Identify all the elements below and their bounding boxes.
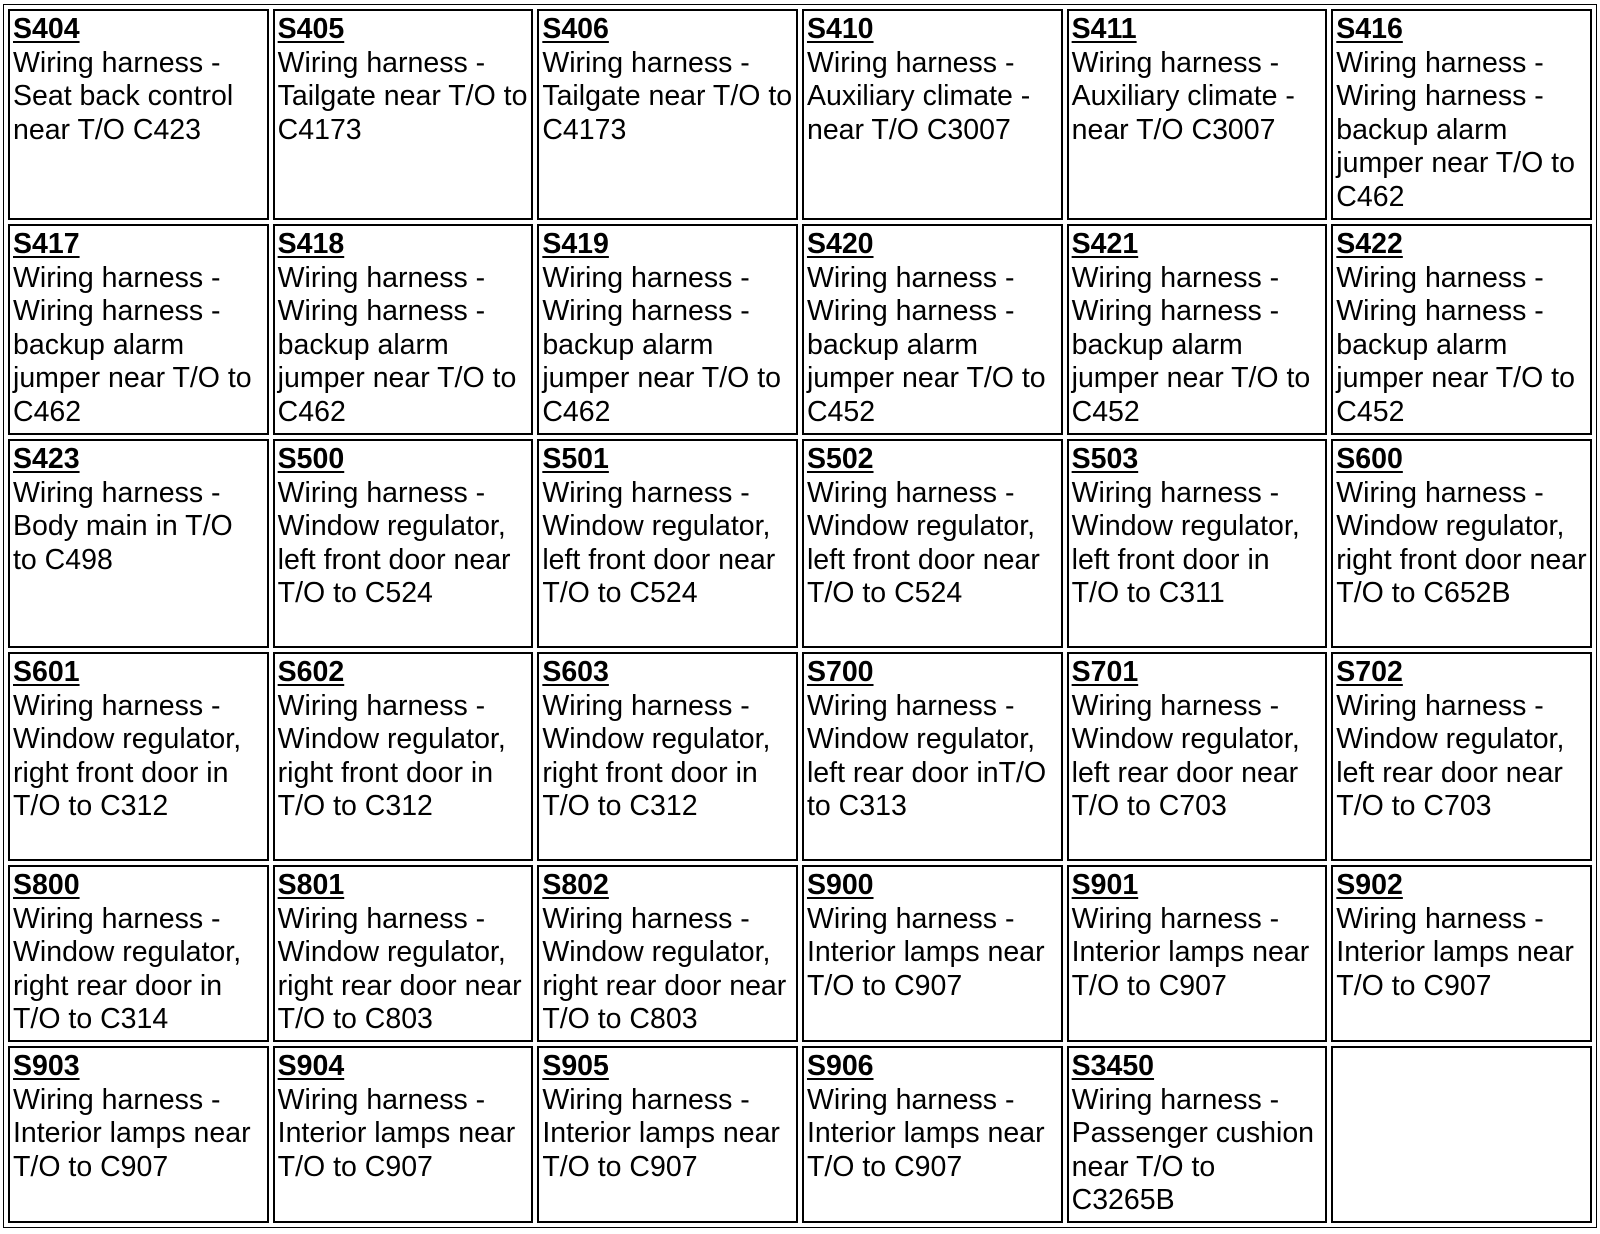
splice-cell	[537, 9, 798, 220]
splice-id: S900	[806, 869, 874, 902]
splice-description: Wiring harness - Wiring harness - backup alarm jumper near T/O to C452	[1071, 261, 1311, 428]
splice-id: S906	[806, 1050, 874, 1083]
splice-cell	[273, 652, 534, 861]
splice-cell	[273, 865, 534, 1042]
splice-cell	[1067, 652, 1328, 861]
splice-id: S410	[806, 13, 874, 45]
splice-id: S701	[1071, 656, 1139, 689]
splice-id: S600	[1336, 443, 1403, 476]
splice-cell	[273, 9, 534, 220]
splice-description: Wiring harness - Auxiliary climate - near T/O C3007	[1071, 46, 1295, 146]
splice-description: Wiring harness - Wiring harness - backup alarm jumper near T/O to C462	[1336, 46, 1575, 213]
splice-id: S416	[1336, 13, 1403, 45]
splice-id: S603	[542, 656, 609, 689]
splice-description: Wiring harness - Window regulator, right rear door in T/O to C314	[13, 902, 242, 1036]
splice-cell	[1067, 1046, 1328, 1223]
splice-cell	[1331, 9, 1592, 220]
splice-cell	[802, 1046, 1063, 1223]
splice-id: S417	[13, 228, 80, 261]
splice-id: S411	[1071, 13, 1137, 45]
splice-description: Wiring harness - Interior lamps near T/O to C907	[806, 1083, 1045, 1183]
splice-cell	[1067, 9, 1328, 220]
splice-cell	[8, 439, 269, 648]
table-row	[8, 652, 1592, 861]
splice-cell	[537, 652, 798, 861]
splice-description: Wiring harness - Interior lamps near T/O to C907	[277, 1083, 516, 1183]
splice-id: S404	[13, 13, 80, 45]
splice-cell	[8, 1046, 269, 1223]
splice-id: S700	[806, 656, 874, 689]
splice-id: S702	[1336, 656, 1403, 689]
splice-description: Wiring harness - Window regulator, right rear door near T/O to C803	[542, 902, 787, 1036]
splice-id: S901	[1071, 869, 1139, 902]
splice-description: Wiring harness - Wiring harness - backup alarm jumper near T/O to C462	[542, 261, 781, 428]
splice-cell	[1331, 439, 1592, 648]
splice-description: Wiring harness - Interior lamps near T/O to C907	[542, 1083, 780, 1183]
splice-description: Wiring harness - Auxiliary climate - near T/O C3007	[806, 46, 1031, 146]
table-row	[8, 1046, 1592, 1223]
empty-cell	[1331, 1046, 1592, 1223]
splice-cell	[537, 439, 798, 648]
splice-description: Wiring harness - Wiring harness - backup alarm jumper near T/O to C452	[1336, 261, 1575, 428]
splice-id: S420	[806, 228, 874, 261]
table-row	[8, 224, 1592, 435]
splice-description: Wiring harness - Interior lamps near T/O to C907	[13, 1083, 251, 1183]
splice-cell	[537, 1046, 798, 1223]
splice-cell	[273, 439, 534, 648]
splice-cell	[8, 652, 269, 861]
splice-cell	[1331, 652, 1592, 861]
splice-description: Wiring harness - Wiring harness - backup alarm jumper near T/O to C452	[806, 261, 1046, 428]
splice-description: Wiring harness - Window regulator, left rear door inT/O to C313	[806, 689, 1047, 823]
splice-description: Wiring harness - Window regulator, right front door in T/O to C312	[542, 689, 771, 823]
splice-id: S500	[277, 443, 345, 476]
splice-id: S902	[1336, 869, 1403, 902]
splice-description: Wiring harness - Window regulator, left front door near T/O to C524	[277, 476, 511, 610]
splice-description: Wiring harness - Passenger cushion near T/O to C3265B	[1071, 1083, 1315, 1217]
table-row	[8, 439, 1592, 648]
splice-id: S502	[806, 443, 874, 476]
splice-cell	[802, 224, 1063, 435]
splice-description: Wiring harness - Window regulator, left front door near T/O to C524	[806, 476, 1040, 610]
splice-description: Wiring harness - Window regulator, left front door in T/O to C311	[1071, 476, 1300, 610]
splice-description: Wiring harness - Wiring harness - backup alarm jumper near T/O to C462	[277, 261, 517, 428]
splice-description: Wiring harness - Window regulator, right rear door near T/O to C803	[277, 902, 522, 1036]
splice-cell	[8, 9, 269, 220]
table-row	[8, 865, 1592, 1042]
splice-cell	[802, 9, 1063, 220]
splice-id: S423	[13, 443, 80, 476]
splice-id: S419	[542, 228, 609, 261]
splice-description: Wiring harness - Interior lamps near T/O to C907	[1071, 902, 1310, 1002]
splice-id: S406	[542, 13, 609, 45]
splice-cell	[273, 1046, 534, 1223]
splice-cell	[1331, 224, 1592, 435]
splice-description: Wiring harness - Wiring harness - backup alarm jumper near T/O to C462	[13, 261, 252, 428]
splice-description: Wiring harness - Window regulator, left front door near T/O to C524	[542, 476, 776, 610]
splice-id: S800	[13, 869, 80, 902]
splice-id: S503	[1071, 443, 1139, 476]
splice-cell	[8, 865, 269, 1042]
splice-cell	[1331, 865, 1592, 1042]
splice-id: S3450	[1071, 1050, 1155, 1083]
splice-description: Wiring harness - Seat back control near T/O C423	[13, 46, 234, 146]
splice-table-frame	[3, 4, 1597, 1228]
splice-id: S501	[542, 443, 609, 476]
splice-description: Wiring harness - Tailgate near T/O to C4173	[542, 46, 793, 146]
splice-id: S801	[277, 869, 345, 902]
splice-id: S421	[1071, 228, 1139, 261]
splice-id: S601	[13, 656, 80, 689]
splice-description: Wiring harness - Window regulator, left rear door near T/O to C703	[1071, 689, 1300, 823]
splice-cell	[1067, 224, 1328, 435]
splice-id: S602	[277, 656, 345, 689]
splice-cell	[537, 224, 798, 435]
splice-description: Wiring harness - Window regulator, left rear door near T/O to C703	[1336, 689, 1565, 823]
splice-locator-table	[4, 5, 1596, 1227]
splice-cell	[802, 439, 1063, 648]
splice-description: Wiring harness - Window regulator, right front door in T/O to C312	[13, 689, 242, 823]
splice-id: S418	[277, 228, 345, 261]
splice-description: Wiring harness - Interior lamps near T/O to C907	[1336, 902, 1574, 1002]
splice-id: S422	[1336, 228, 1403, 261]
splice-id: S903	[13, 1050, 80, 1083]
splice-description: Wiring harness - Window regulator, right front door near T/O to C652B	[1336, 476, 1587, 610]
splice-cell	[8, 224, 269, 435]
splice-cell	[802, 865, 1063, 1042]
splice-description: Wiring harness - Tailgate near T/O to C4173	[277, 46, 528, 146]
splice-description: Wiring harness - Interior lamps near T/O to C907	[806, 902, 1045, 1002]
splice-id: S802	[542, 869, 609, 902]
splice-cell	[802, 652, 1063, 861]
splice-description: Wiring harness - Window regulator, right front door in T/O to C312	[277, 689, 506, 823]
splice-description: Wiring harness - Body main in T/O to C498	[13, 476, 233, 576]
splice-id: S405	[277, 13, 345, 45]
splice-id: S905	[542, 1050, 609, 1083]
table-row	[8, 9, 1592, 220]
splice-cell	[1067, 439, 1328, 648]
splice-cell	[1067, 865, 1328, 1042]
splice-cell	[537, 865, 798, 1042]
splice-id: S904	[277, 1050, 345, 1083]
splice-cell	[273, 224, 534, 435]
